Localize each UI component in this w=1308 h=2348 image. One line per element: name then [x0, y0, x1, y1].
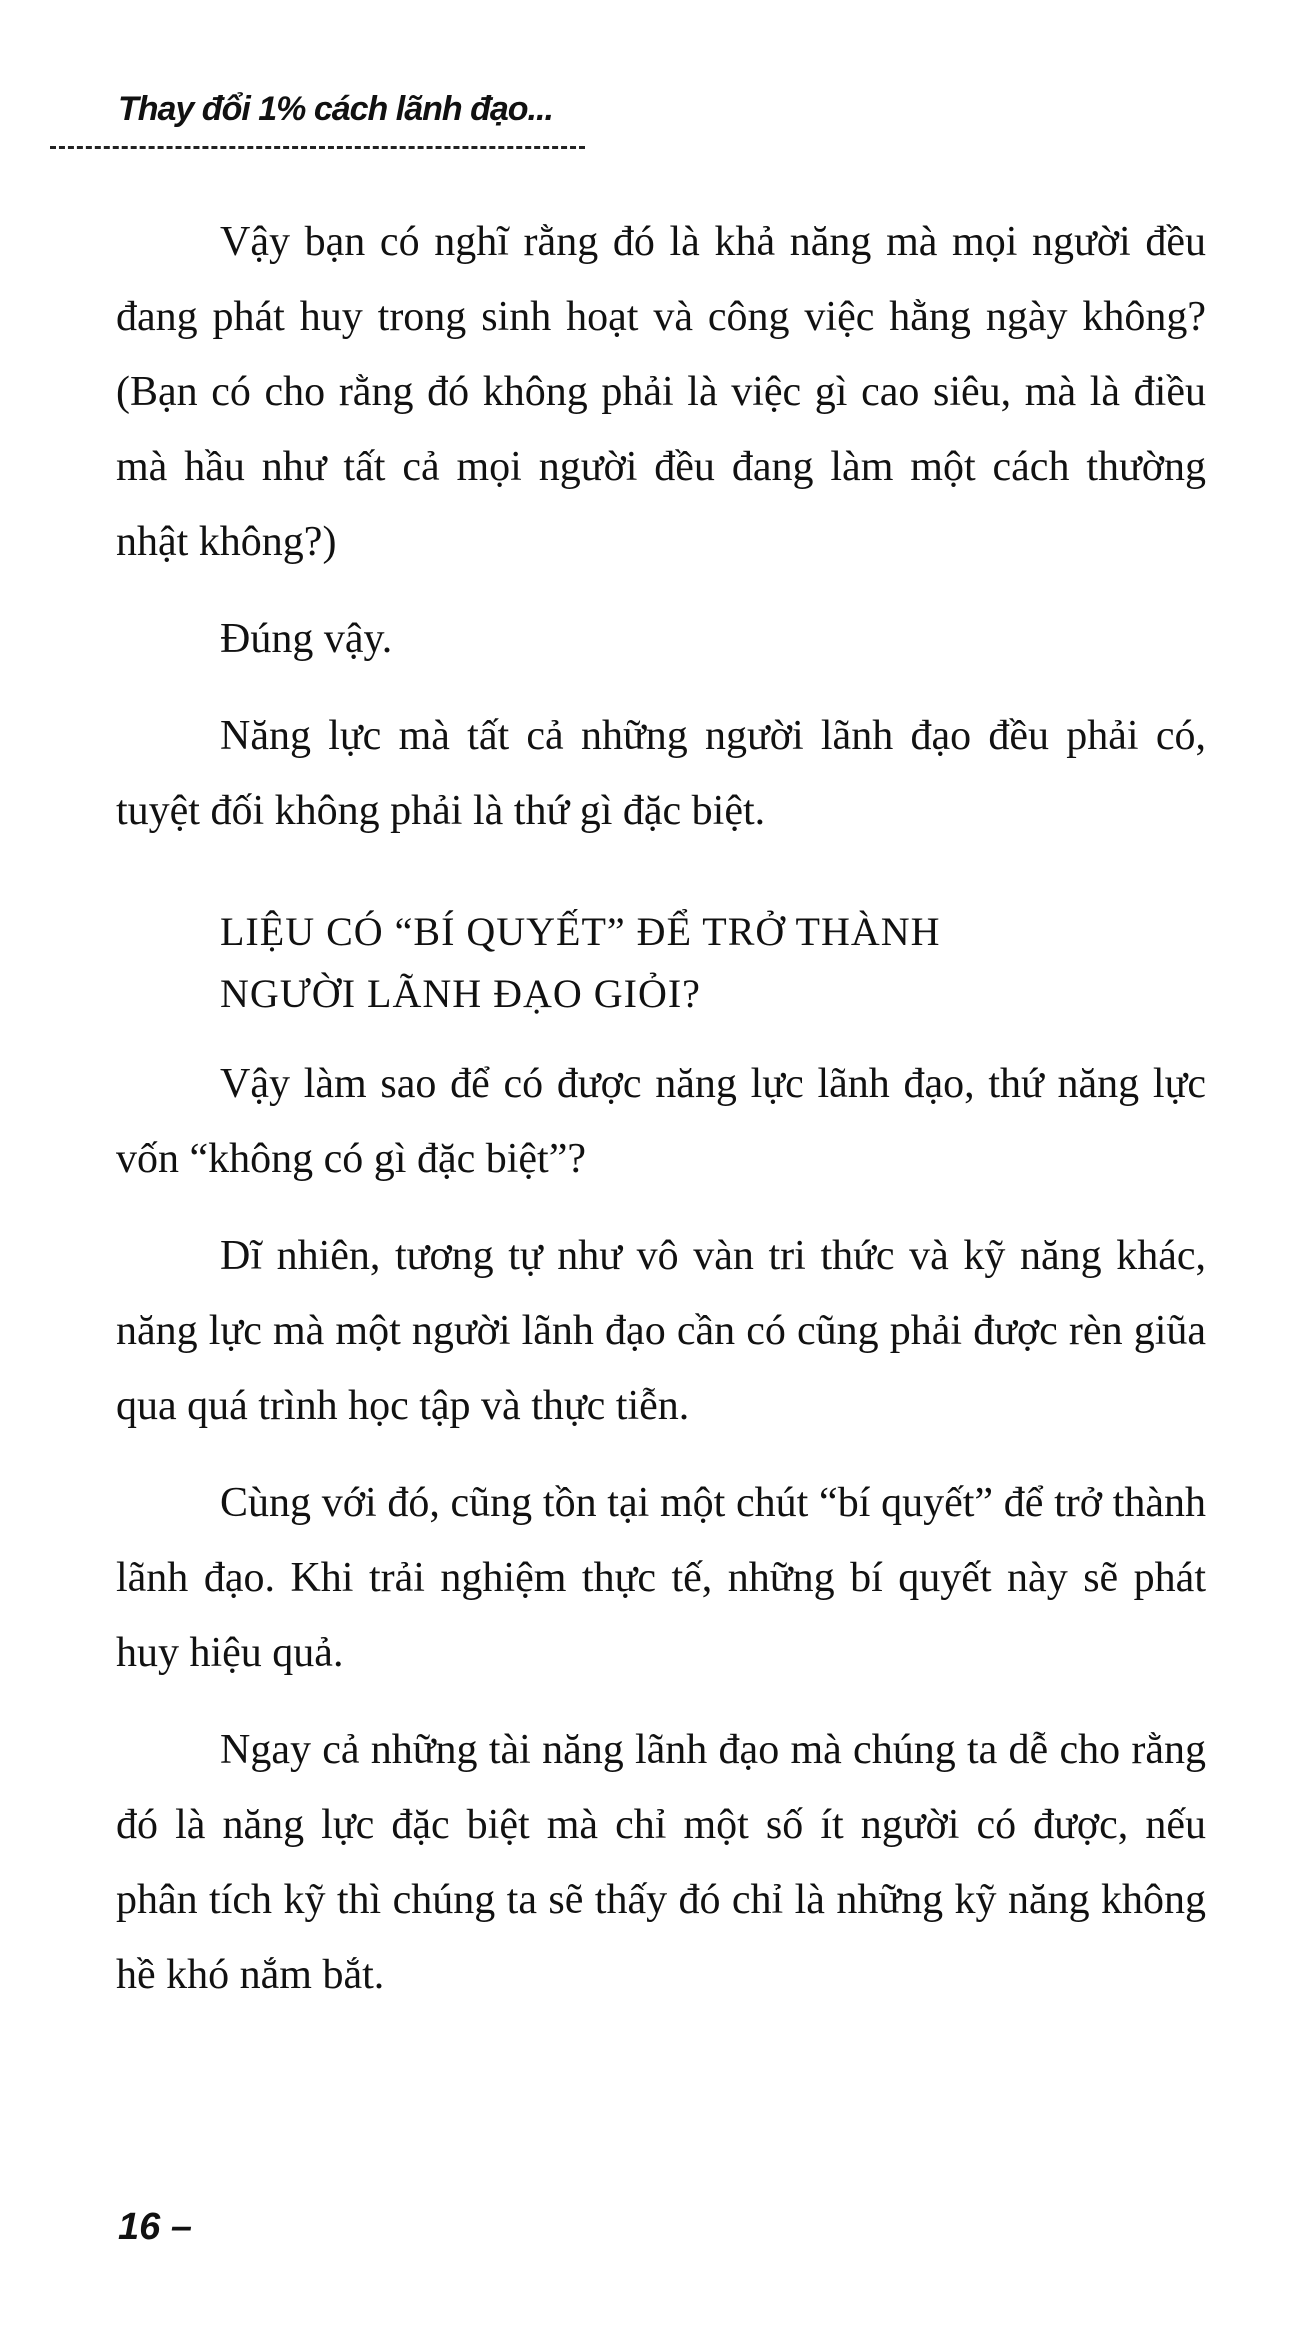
paragraph-3: Năng lực mà tất cả những người lãnh đạo đều phải có, tuyệt đối không phải là thứ gì đặc biệt.: [116, 713, 1206, 834]
running-header: Thay đổi 1% cách lãnh đạo...: [118, 90, 553, 128]
paragraph-4: Vậy làm sao để có được năng lực lãnh đạo, thứ năng lực vốn “không có gì đặc biệt”?: [116, 1061, 1206, 1182]
header-dashed-rule: [50, 146, 585, 149]
paragraph-1: Vậy bạn có nghĩ rằng đó là khả năng mà mọi người đều đang phát huy trong sinh hoạt và công việc hằng ngày không? (Bạn có cho rằng đó không phải là việc gì cao siêu, mà là điều mà hầu như tất cả mọi người đều đang làm một cách thường nhật không?): [116, 219, 1206, 565]
section-heading-line-2: NGƯỜI LÃNH ĐẠO GIỎI?: [220, 971, 701, 1016]
body-text: [116, 205, 1206, 2035]
section-heading-line-1: LIỆU CÓ “BÍ QUYẾT” ĐỂ TRỞ THÀNH: [220, 909, 941, 954]
paragraph-7: Ngay cả những tài năng lãnh đạo mà chúng ta dễ cho rằng đó là năng lực đặc biệt mà chỉ một số ít người có được, nếu phân tích kỹ thì chúng ta sẽ thấy đó chỉ là những kỹ năng không hề khó nắm bắt.: [116, 1727, 1206, 1998]
paragraph-2: Đúng vậy.: [220, 616, 393, 662]
page-number: 16 –: [118, 2206, 192, 2248]
paragraph-5: Dĩ nhiên, tương tự như vô vàn tri thức và kỹ năng khác, năng lực mà một người lãnh đạo cần có cũng phải được rèn giũa qua quá trình học tập và thực tiễn.: [116, 1233, 1206, 1429]
section-heading: [220, 901, 1206, 1025]
paragraph-6: Cùng với đó, cũng tồn tại một chút “bí quyết” để trở thành lãnh đạo. Khi trải nghiệm thực tế, những bí quyết này sẽ phát huy hiệu quả.: [116, 1480, 1206, 1676]
